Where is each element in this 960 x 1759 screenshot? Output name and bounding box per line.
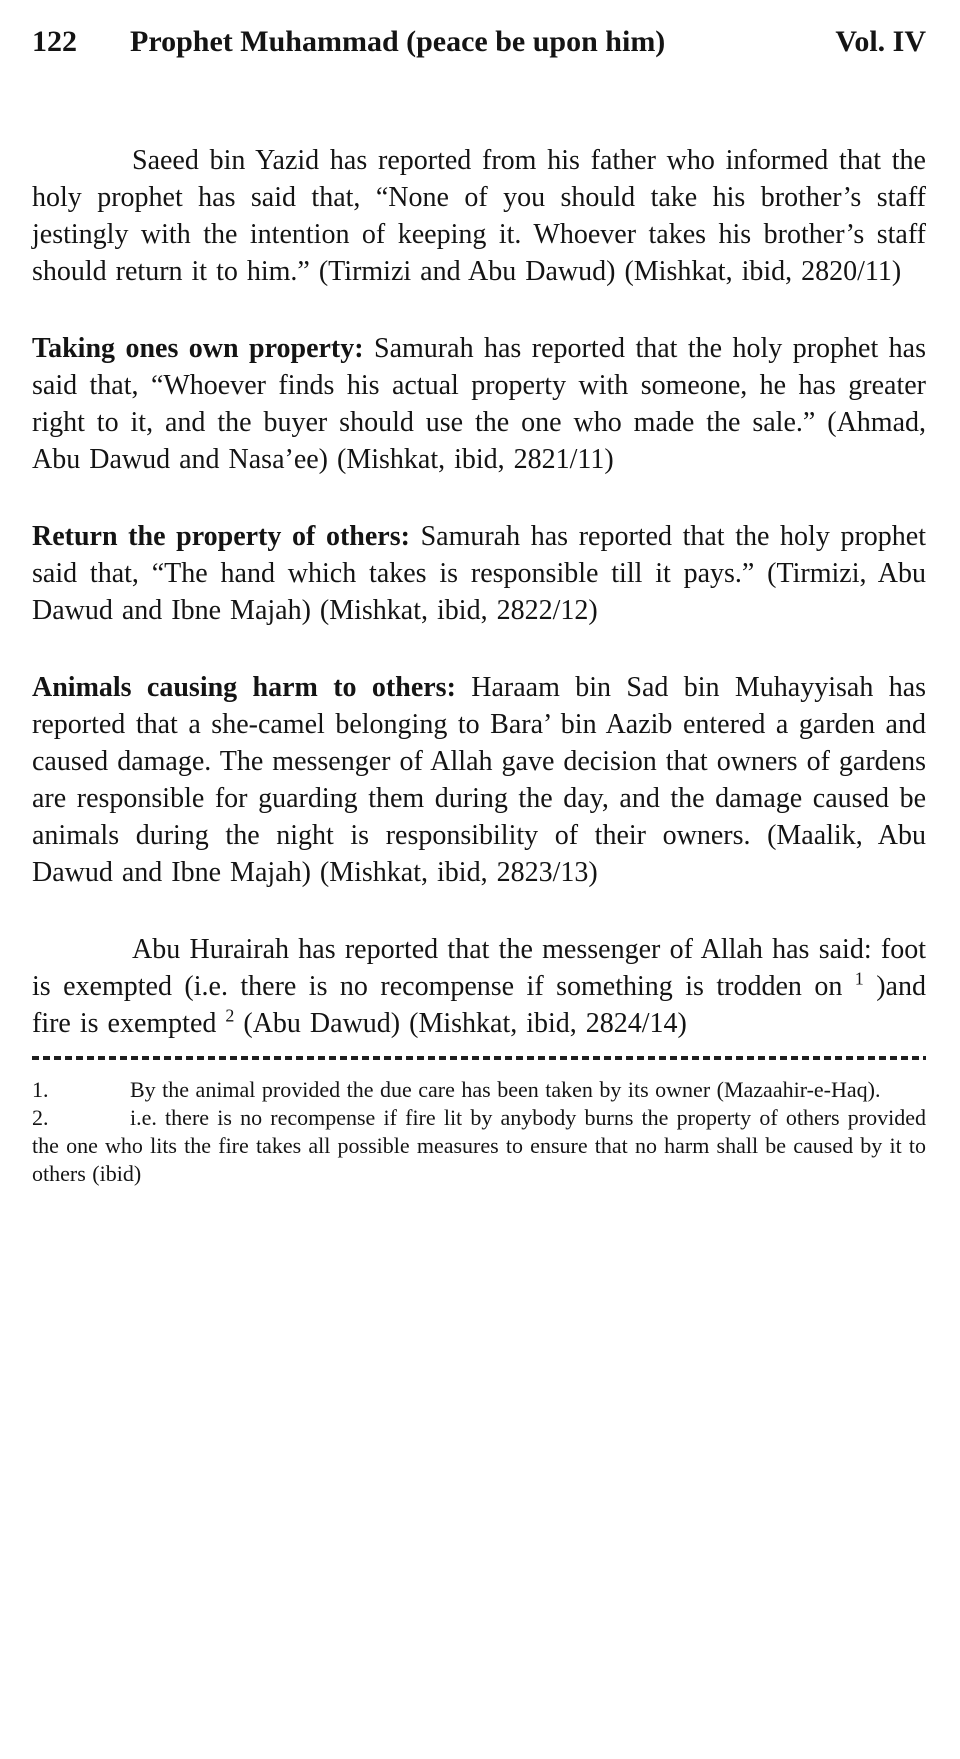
volume-label: Vol. IV xyxy=(835,25,926,58)
paragraph-text: (Abu Dawud) (Mishkat, ibid, 2824/14) xyxy=(243,1008,687,1039)
paragraph-return-the-property-of-others xyxy=(32,518,926,629)
section-heading-taking-ones-own-property: Taking ones own property: xyxy=(32,333,364,364)
footnote-ref-1: 1 xyxy=(854,968,864,989)
page-number: 122 xyxy=(32,25,77,58)
paragraph-abu-hurairah xyxy=(32,931,926,1042)
footnote-1-number: 1. xyxy=(32,1077,49,1102)
paragraph-text: Abu Hurairah has reported that the messenger of Allah has said: foot is exempted (i.e. there is no recompense if something is trodden on xyxy=(32,934,926,1002)
page-title: Prophet Muhammad (peace be upon him) xyxy=(130,25,666,58)
paragraph-text: )and fire is exempted xyxy=(32,971,926,1039)
footnote-ref-2: 2 xyxy=(225,1005,235,1026)
footnote-1-text: By the animal provided the due care has been taken by its owner (Mazaahir-e-Haq). xyxy=(130,1077,881,1102)
paragraph-text: Samurah has reported that the holy prophet said that, “The hand which takes is responsible till it pays.” (Tirmizi, Abu Dawud and Ibne Majah) (Mishkat, ibid, 2822/12) xyxy=(32,521,926,626)
section-heading-animals-causing-harm: Animals causing harm to others: xyxy=(32,672,456,703)
page-body xyxy=(32,142,926,1188)
footnote-2-text: i.e. there is no recompense if fire lit by anybody burns the property of others provided the one who lits the fire takes all possible measures to ensure that no harm shall be caused by it to others (ibid) xyxy=(32,1105,926,1186)
footnote-1 xyxy=(32,1076,926,1104)
paragraph-animals-causing-harm xyxy=(32,669,926,891)
paragraph-text: Samurah has reported that the holy prophet has said that, “Whoever finds his actual property with someone, he has greater right to it, and the buyer should use the one who made the sale.” (Ahmad, Abu Dawud and Nasa’ee) (Mishkat, ibid, 2821/11) xyxy=(32,333,927,475)
section-heading-return-the-property-of-others: Return the property of others: xyxy=(32,521,410,552)
page-header xyxy=(32,24,926,60)
footnote-separator-line xyxy=(32,1056,926,1060)
paragraph-saeed-bin-yazid: Saeed bin Yazid has reported from his father who informed that the holy prophet has said that, “None of you should take his brother’s staff jestingly with the intention of keeping it. Whoever takes his brother’s staff should return it to him.” (Tirmizi and Abu Dawud) (Mishkat, ibid, 2820/11) xyxy=(32,145,926,287)
footnote-2 xyxy=(32,1104,926,1188)
paragraph-taking-ones-own-property xyxy=(32,330,926,478)
paragraph-text: Haraam bin Sad bin Muhayyisah has reported that a she-camel belonging to Bara’ bin Aazib entered a garden and caused damage. The messenger of Allah gave decision that owners of gardens are responsible for guarding them during the day, and the damage caused be animals during the night is responsibility of their owners. (Maalik, Abu Dawud and Ibne Majah) (Mishkat, ibid, 2823/13) xyxy=(32,672,927,888)
footnote-2-number: 2. xyxy=(32,1105,49,1130)
